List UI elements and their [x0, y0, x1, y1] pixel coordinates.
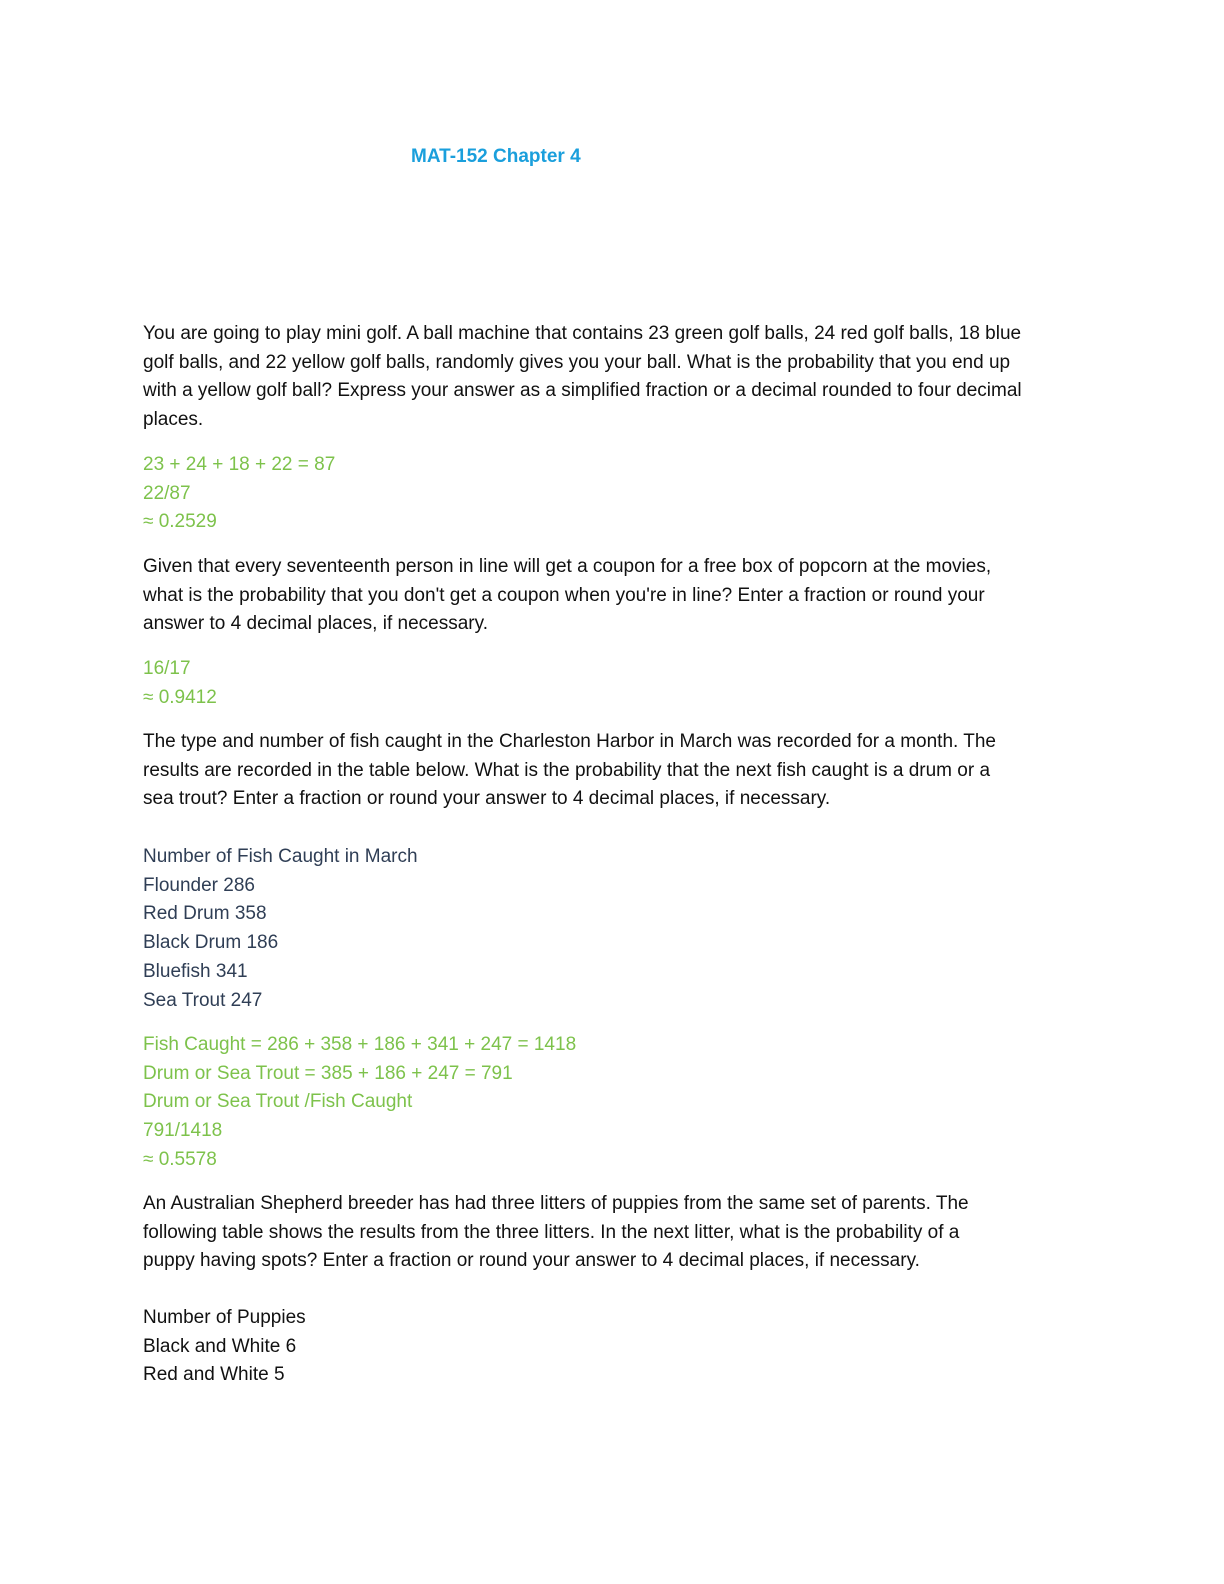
- fish-table-row: Bluefish 341: [143, 960, 248, 982]
- question-1-line: places.: [143, 409, 204, 431]
- answer-2-line: 16/17: [143, 658, 191, 679]
- fish-table: [143, 843, 1078, 1015]
- question-4-text: [143, 1190, 1078, 1276]
- fish-table-row: Flounder 286: [143, 874, 255, 896]
- puppies-table-row: Red and White 5: [143, 1364, 285, 1386]
- answer-1-line: ≈ 0.2529: [143, 511, 217, 533]
- question-2-line: Given that every seventeenth person in line will get a coupon for a free box of popcorn at the movies,: [143, 556, 992, 577]
- page-title: MAT-152 Chapter 4: [411, 146, 581, 167]
- answer-1-line: 23 + 24 + 18 + 22 = 87: [143, 454, 336, 475]
- answer-3-line: Drum or Sea Trout /Fish Caught: [143, 1091, 413, 1113]
- puppies-table: [143, 1304, 1078, 1390]
- question-1-line: You are going to play mini golf. A ball machine that contains 23 green golf balls, 24 red golf balls, 18 blue: [143, 323, 1022, 344]
- puppies-table-header: Number of Puppies: [143, 1307, 306, 1328]
- question-4-line: An Australian Shepherd breeder has had three litters of puppies from the same set of parents. The: [143, 1193, 969, 1214]
- answer-1-line: 22/87: [143, 482, 191, 504]
- question-2-line: what is the probability that you don't get a coupon when you're in line? Enter a fraction or round your: [143, 584, 985, 606]
- question-3-line: sea trout? Enter a fraction or round your answer to 4 decimal places, if necessary.: [143, 788, 831, 810]
- fish-table-header: Number of Fish Caught in March: [143, 846, 418, 867]
- answer-3-line: Fish Caught = 286 + 358 + 186 + 341 + 247 = 1418: [143, 1034, 577, 1055]
- question-3-text: [143, 728, 1078, 814]
- question-3-line: results are recorded in the table below. What is the probability that the next fish caught is a drum or a: [143, 759, 991, 781]
- question-1-text: [143, 320, 1078, 435]
- answer-2: [143, 655, 1078, 712]
- fish-table-row: Black Drum 186: [143, 932, 279, 954]
- answer-3-line: ≈ 0.5578: [143, 1148, 217, 1170]
- fish-table-row: Sea Trout 247: [143, 989, 263, 1011]
- question-4-line: puppy having spots? Enter a fraction or round your answer to 4 decimal places, if necessary.: [143, 1250, 920, 1272]
- answer-3: [143, 1031, 1078, 1175]
- fish-table-row: Red Drum 358: [143, 903, 267, 925]
- question-1-line: with a yellow golf ball? Express your answer as a simplified fraction or a decimal rounded to four decimal: [143, 380, 1022, 402]
- answer-2-line: ≈ 0.9412: [143, 686, 217, 708]
- question-1-line: golf balls, and 22 yellow golf balls, randomly gives you your ball. What is the probability that you end up: [143, 351, 1011, 373]
- question-3-line: The type and number of fish caught in the Charleston Harbor in March was recorded for a month. The: [143, 731, 996, 752]
- question-4-line: following table shows the results from the three litters. In the next litter, what is the probability of a: [143, 1221, 960, 1243]
- answer-3-line: Drum or Sea Trout = 385 + 186 + 247 = 791: [143, 1062, 513, 1084]
- question-2-line: answer to 4 decimal places, if necessary.: [143, 613, 488, 635]
- puppies-table-row: Black and White 6: [143, 1335, 297, 1357]
- answer-1: [143, 451, 1078, 537]
- answer-3-line: 791/1418: [143, 1120, 223, 1142]
- question-2-text: [143, 553, 1078, 639]
